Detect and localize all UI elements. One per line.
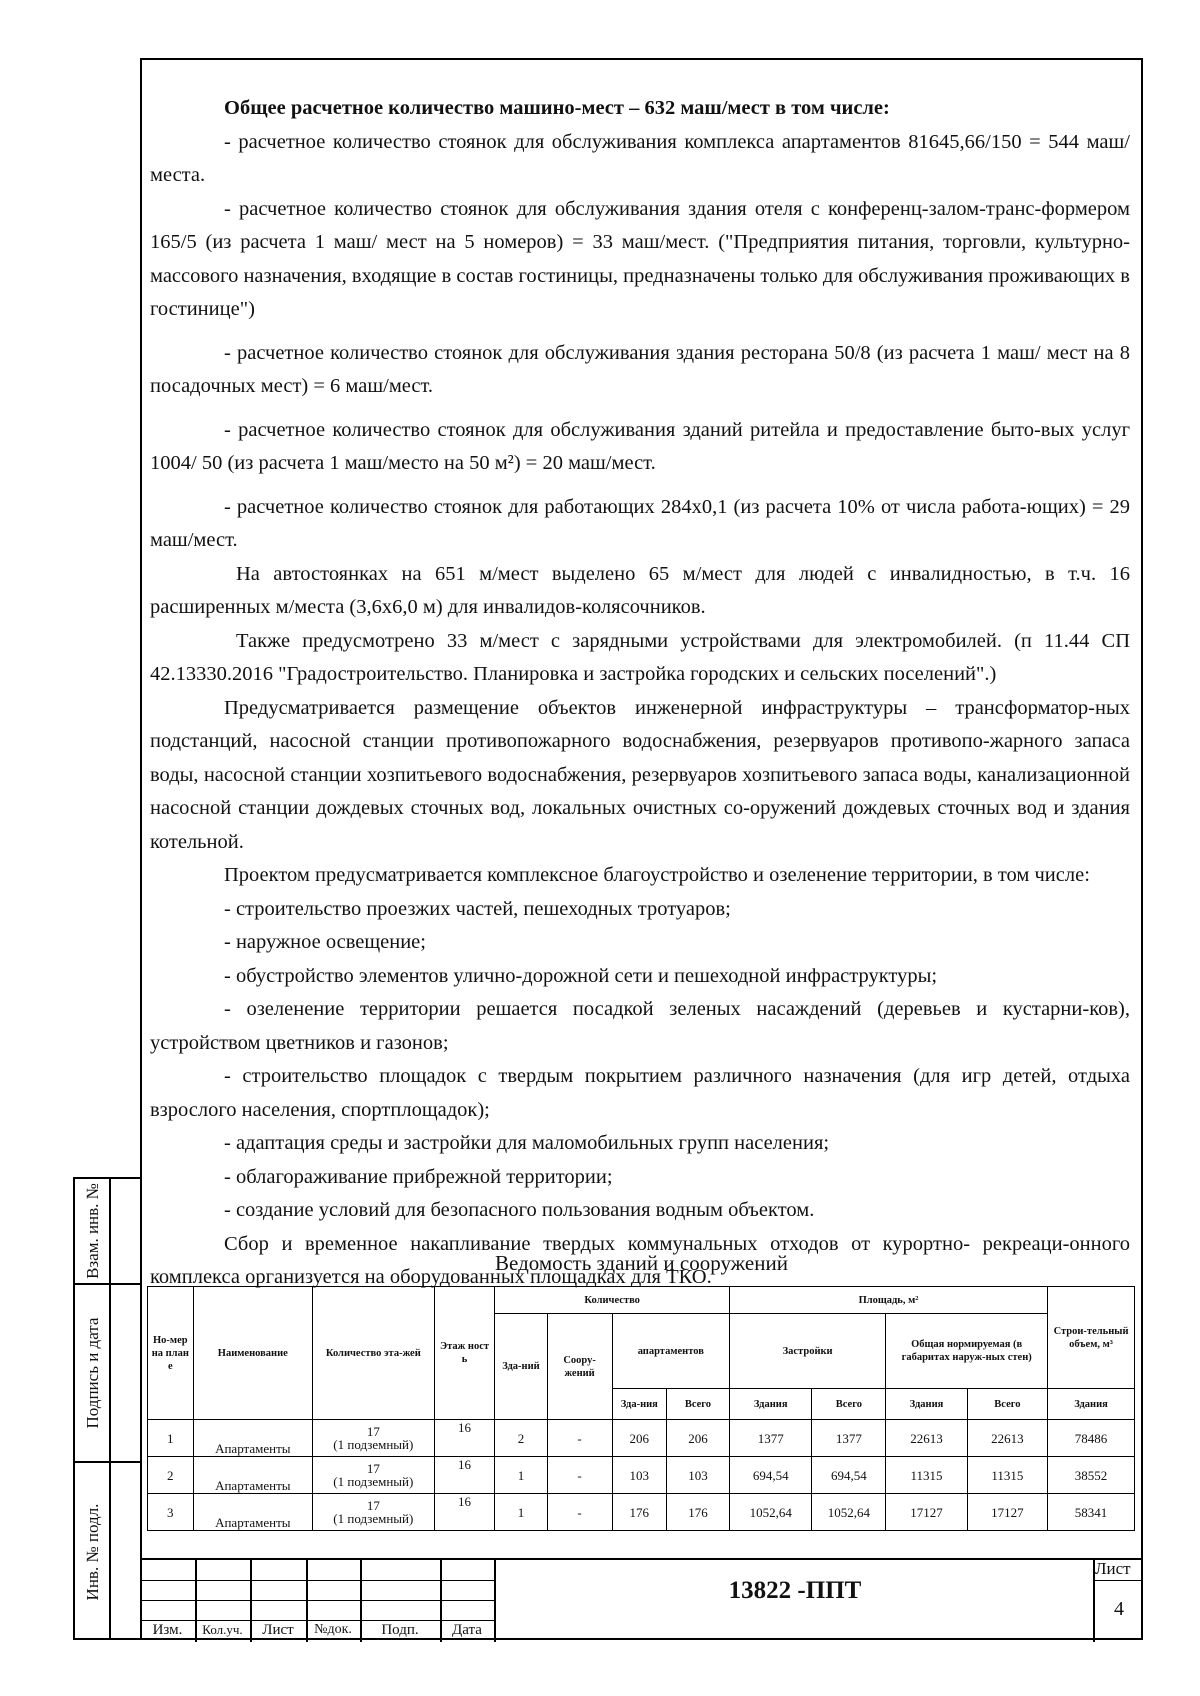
col-header-apartments: апартаментов	[612, 1314, 729, 1389]
col-header-total-norm: Общая нормируемая (в габаритах наруж-ных стен)	[886, 1314, 1048, 1389]
col-header-fp-bld: Здания	[729, 1389, 812, 1420]
cell-fp-all: 1052,64	[812, 1494, 886, 1531]
cell-tn-all: 17127	[967, 1494, 1047, 1531]
cell-floors: 17	[366, 1424, 380, 1439]
cell-apt-all: 103	[666, 1457, 729, 1494]
cell-num: 3	[148, 1494, 194, 1531]
col-header-volume: Строи-тельный объем, м³	[1048, 1287, 1135, 1389]
document-code: 13822 -ППТ	[728, 1577, 862, 1604]
cell-apt-bld: 176	[612, 1494, 666, 1531]
cell-buildings: 1	[495, 1494, 547, 1531]
cell-tn-bld: 17127	[886, 1494, 967, 1531]
col-header-apt-all: Всего	[666, 1389, 729, 1420]
parking-disabled: На автостоянках на 651 м/мест выделено 65 м/мест для людей с инвалидностью, в т.ч. 16 расширенных м/места (3,6x6,0 м) для инвалидов-колясочников.	[150, 562, 1130, 618]
cell-tn-bld: 11315	[886, 1457, 967, 1494]
table-row	[148, 1457, 1135, 1494]
waste-collection: Сбор и временное накапливание твердых коммунальных отходов от курортно- рекреаци-онного комплекса организуется на оборудованных площадках для ТКО.	[150, 1232, 1130, 1288]
col-header-fp-all: Всего	[812, 1389, 886, 1420]
col-header-vol-bld: Здания	[1048, 1389, 1135, 1420]
col-header-structures: Соору-жений	[547, 1314, 612, 1420]
stamp-data: Дата	[452, 1622, 482, 1638]
cell-num: 2	[148, 1457, 194, 1494]
list-item: - создание условий для безопасного пользования водным объектом.	[224, 1199, 815, 1221]
cell-storey: 16	[434, 1420, 495, 1457]
stamp-row-line	[140, 1580, 494, 1581]
sidebar-inv-orig	[75, 1463, 142, 1640]
stamp-podp: Подп.	[381, 1622, 419, 1638]
cell-floors: 17	[366, 1498, 380, 1513]
parking-hotel: - расчетное количество стоянок для обслуживания здания отеля с конференц-залом-транс-формером 165/5 (из расчета 1 маш/ мест на 5 номеров) = 33 маш/мест. ("Предприятия питания, торговли, культурно-массового назначения, входящие в состав гостиницы, предназначены только для обслуживания проживающих в гостинице")	[150, 197, 1130, 320]
cell-fp-bld: 1052,64	[729, 1494, 812, 1531]
cell-apt-bld: 103	[612, 1457, 666, 1494]
parking-apartments: - расчетное количество стоянок для обслуживания комплекса апартаментов 81645,66/150 = 544 маш/места.	[150, 130, 1130, 186]
table-row	[148, 1420, 1135, 1457]
cell-structures: -	[547, 1420, 612, 1457]
list-item: - облагораживание прибрежной территории;	[224, 1165, 613, 1188]
document-body	[150, 92, 1130, 1295]
list-item: - адаптация среды и застройки для маломобильных групп населения;	[224, 1132, 830, 1154]
col-header-num: Но-мер на план е	[148, 1287, 194, 1420]
cell-buildings: 2	[495, 1420, 547, 1457]
cell-floors: 17	[366, 1461, 380, 1476]
list-item: - обустройство элементов улично-дорожной сети и пешеходной инфраструктуры;	[224, 964, 938, 987]
stamp-row-line	[1093, 1580, 1143, 1581]
cell-num: 1	[148, 1420, 194, 1457]
list-item: - наружное освещение;	[224, 931, 426, 953]
parking-workers: - расчетное количество стоянок для работающих 284x0,1 (из расчета 10% от числа работа-ющих) = 29 маш/мест.	[150, 495, 1130, 551]
parking-restaurant: - расчетное количество стоянок для обслуживания здания ресторана 50/8 (из расчета 1 маш/ мест на 8 посадочных мест) = 6 маш/мест.	[150, 341, 1130, 397]
list-item: - строительство проезжих частей, пешеходных тротуаров;	[224, 897, 731, 920]
cell-structures: -	[547, 1457, 612, 1494]
cell-vol: 58341	[1048, 1494, 1135, 1531]
col-header-quantity: Количество	[495, 1287, 730, 1314]
col-header-apt-bld: Зда-ния	[612, 1389, 666, 1420]
parking-retail: - расчетное количество стоянок для обслуживания зданий ритейла и предоставление быто-вых услуг 1004/ 50 (из расчета 1 маш/место на 50 м²) = 20 маш/мест.	[150, 418, 1130, 474]
list-item: - строительство площадок с твердым покрытием различного назначения (для игр детей, отдыха взрослого населения, спортплощадок);	[150, 1065, 1130, 1121]
parking-ev-charging: Также предусмотрено 33 м/мест с зарядными устройствами для электромобилей. (п 11.44 СП 42.13330.2016 "Градостроительство. Планировка и застройка городских и сельских поселений".)	[150, 629, 1130, 685]
sheet-label: Лист	[1095, 1559, 1131, 1578]
table-row	[148, 1494, 1135, 1531]
sidebar-inv-orig-label: Инв. № подл.	[83, 1503, 102, 1600]
cell-storey: 16	[434, 1494, 495, 1531]
cell-apt-all: 176	[666, 1494, 729, 1531]
col-header-storey: Этаж ност ь	[434, 1287, 495, 1420]
cell-fp-all: 1377	[812, 1420, 886, 1457]
col-header-name: Наименование	[193, 1287, 312, 1420]
cell-name: Апартаменты	[193, 1494, 312, 1531]
cell-name: Апартаменты	[193, 1457, 312, 1494]
col-header-footprint: Застройки	[729, 1314, 885, 1389]
stamp-kol-uch: Кол.уч.	[202, 1622, 243, 1637]
stamp-list: Лист	[262, 1622, 294, 1638]
col-header-tn-bld: Здания	[886, 1389, 967, 1420]
left-margin-stamp	[73, 1177, 142, 1640]
stamp-row-line	[140, 1600, 494, 1601]
stamp-divider	[494, 1560, 496, 1642]
cell-floors-note: (1 подземный)	[333, 1437, 414, 1452]
cell-tn-bld: 22613	[886, 1420, 967, 1457]
list-item: - озеленение территории решается посадкой зеленых насаждений (деревьев и кустарни-ков), устройством цветников и газонов;	[150, 998, 1130, 1054]
cell-fp-all: 694,54	[812, 1457, 886, 1494]
buildings-table	[147, 1286, 1135, 1531]
cell-tn-all: 22613	[967, 1420, 1047, 1457]
cell-floors-note: (1 подземный)	[333, 1474, 414, 1489]
table-title: Ведомость зданий и сооружений	[495, 1251, 788, 1275]
col-header-area: Площадь, м²	[729, 1287, 1047, 1314]
cell-name: Апартаменты	[193, 1420, 312, 1457]
cell-structures: -	[547, 1494, 612, 1531]
stamp-izm: Изм.	[152, 1622, 183, 1638]
cell-vol: 78486	[1048, 1420, 1135, 1457]
cell-apt-all: 206	[666, 1420, 729, 1457]
col-header-floors-count: Количество эта-жей	[313, 1287, 435, 1420]
stamp-row-line	[140, 1620, 494, 1621]
col-header-buildings: Зда-ний	[495, 1314, 547, 1420]
parking-total-heading: Общее расчетное количество машино-мест – 632 маш/мест в том числе:	[224, 97, 890, 119]
cell-tn-all: 11315	[967, 1457, 1047, 1494]
col-header-tn-all: Всего	[967, 1389, 1047, 1420]
cell-apt-bld: 206	[612, 1420, 666, 1457]
cell-fp-bld: 1377	[729, 1420, 812, 1457]
engineering-infrastructure: Предусматривается размещение объектов инженерной инфраструктуры – трансформатор-ных подстанций, насосной станции противопожарного водоснабжения, резервуаров противопо-жарного запаса воды, насосной станции хозпитьевого водоснабжения, резервуаров хозпитьевого запаса воды, канализационной насосной станции дождевых сточных вод, локальных очистных со-оружений дождевых сточных вод и здания котельной.	[150, 696, 1130, 853]
sidebar-signature-date	[75, 1285, 142, 1463]
cell-buildings: 1	[495, 1457, 547, 1494]
landscaping-intro: Проектом предусматривается комплексное благоустройство и озеленение территории, в том числе:	[224, 864, 1090, 886]
sheet-number: 4	[1114, 1598, 1124, 1620]
cell-fp-bld: 694,54	[729, 1457, 812, 1494]
sidebar-swap-inv-label: Взам. инв. №	[83, 1183, 102, 1279]
stamp-n-dok: №док.	[314, 1622, 352, 1637]
cell-vol: 38552	[1048, 1457, 1135, 1494]
cell-storey: 16	[434, 1457, 495, 1494]
sidebar-signature-date-label: Подпись и дата	[83, 1317, 102, 1429]
cell-floors-note: (1 подземный)	[333, 1511, 414, 1526]
sidebar-swap-inv	[75, 1179, 142, 1285]
